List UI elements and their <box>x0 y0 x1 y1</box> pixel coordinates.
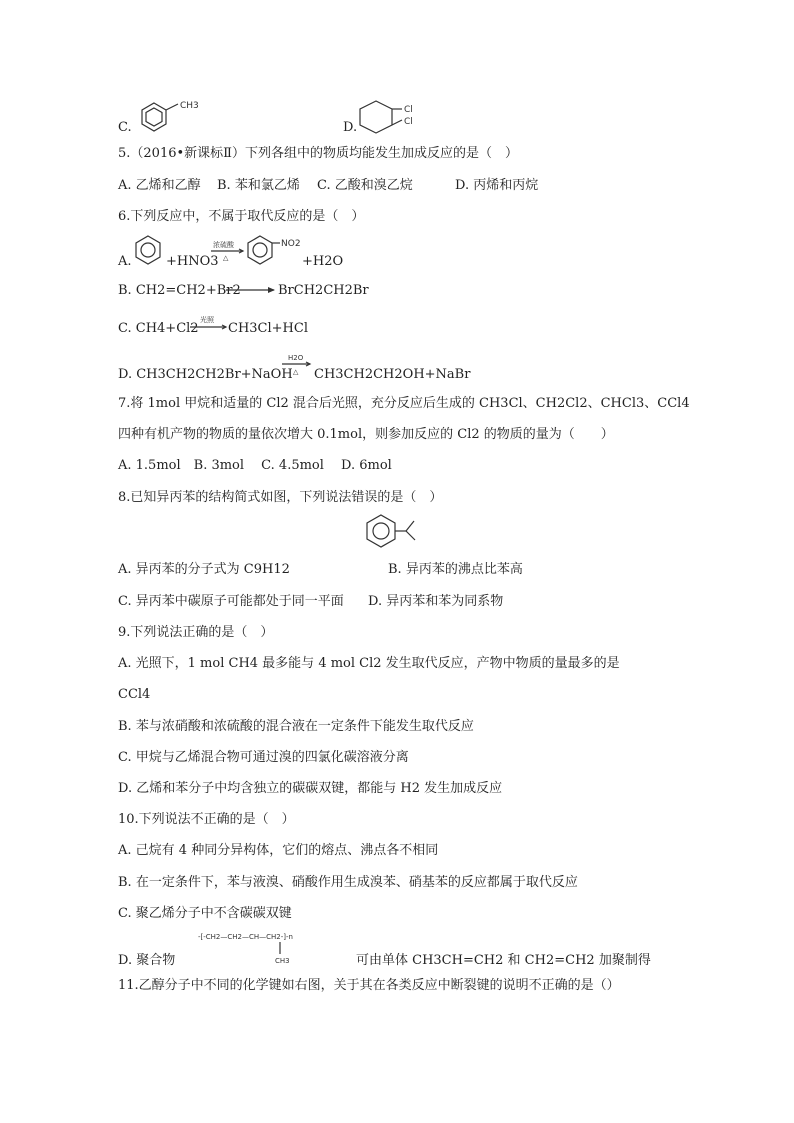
q6-option-a-reagent: +HNO3 <box>166 254 219 269</box>
q6-d-condition-top: H2O <box>288 354 304 362</box>
q10-option-c: C. 聚乙烯分子中不含碳碳双键 <box>118 906 292 921</box>
q8-options-row-1 <box>118 562 523 578</box>
q6-c-arrow <box>190 314 232 334</box>
q5-option-b: B. 苯和氯乙烯 <box>217 178 300 193</box>
q5-option-d: D. 丙烯和丙烷 <box>455 178 539 193</box>
q10-option-d-text: 可由单体 CH3CH=CH2 和 CH2=CH2 加聚制得 <box>356 953 651 968</box>
q6-option-d-right: CH3CH2CH2OH+NaBr <box>314 367 471 382</box>
no2-label: NO2 <box>281 239 301 249</box>
toluene-ch3-label: CH3 <box>180 101 199 111</box>
q6-option-a-product: +H2O <box>302 254 344 269</box>
q9-option-d: D. 乙烯和苯分子中均含独立的碳碳双键，都能与 H2 发生加成反应 <box>118 781 503 796</box>
q9-option-a-line-2: CCl4 <box>118 687 151 702</box>
q7-options: A. 1.5mol B. 3mol C. 4.5mol D. 6mol <box>118 458 392 473</box>
q9-option-c: C. 甲烷与乙烯混合物可通过溴的四氯化碳溶液分离 <box>118 750 409 765</box>
q8-option-b: B. 异丙苯的沸点比苯高 <box>388 562 523 577</box>
q6-stem: 6.下列反应中，不属于取代反应的是（ ） <box>118 209 365 224</box>
dichlorocyclohexane-structure <box>360 100 440 136</box>
polymer-formula: -[-CH2—CH2—CH—CH2-]-n <box>198 933 293 941</box>
q6-option-d-left: D. CH3CH2CH2Br+NaOH <box>118 367 293 382</box>
q6-option-c-left: C. CH4+Cl2 <box>118 321 199 336</box>
polymer-ch3-label: CH3 <box>275 957 290 965</box>
q5-option-a: A. 乙烯和乙醇 <box>118 178 201 193</box>
nitrobenzene-structure <box>248 234 308 268</box>
q10-stem: 10.下列说法不正确的是（ ） <box>118 812 295 827</box>
q7-stem-line-2: 四种有机产物的物质的量依次增大 0.1mol，则参加反应的 Cl2 的物质的量为（ ） <box>118 427 614 442</box>
q10-option-b: B. 在一定条件下，苯与液溴、硝酸作用生成溴苯、硝基苯的反应都属于取代反应 <box>118 875 578 890</box>
polymer-structure <box>198 928 338 968</box>
cl-label-2: Cl <box>404 117 413 127</box>
cl-label-1: Cl <box>404 105 413 115</box>
q7-stem-line-1: 7.将 1mol 甲烷和适量的 Cl2 混合后光照，充分反应后生成的 CH3Cl、CH2Cl2、CHCl3、CCl4 <box>118 396 690 411</box>
q8-option-c: C. 异丙苯中碳原子可能都处于同一平面 <box>118 594 344 609</box>
q8-stem: 8.已知异丙苯的结构简式如图，下列说法错误的是（ ） <box>118 490 443 505</box>
q6-a-arrow <box>211 240 247 262</box>
q5-stem: 5.（2016•新课标Ⅱ）下列各组中的物质均能发生加成反应的是（ ） <box>118 146 518 161</box>
q5-options <box>118 178 538 194</box>
q8-option-a: A. 异丙苯的分子式为 C9H12 <box>118 562 290 577</box>
q6-b-arrow <box>226 284 278 296</box>
q4-option-c-label: C. <box>118 120 132 135</box>
q9-option-b: B. 苯与浓硝酸和浓硫酸的混合液在一定条件下能发生取代反应 <box>118 719 474 734</box>
q6-a-condition-bottom: △ <box>223 254 229 262</box>
q9-stem: 9.下列说法正确的是（ ） <box>118 625 274 640</box>
q6-c-condition: 光照 <box>200 316 214 324</box>
q6-a-condition-top: 浓硫酸 <box>213 241 234 249</box>
q6-d-condition-bottom: △ <box>293 368 299 376</box>
q8-option-d: D. 异丙苯和苯为同系物 <box>368 594 504 609</box>
q10-option-d-label: D. 聚合物 <box>118 953 176 968</box>
q4-option-d-label: D. <box>343 120 358 135</box>
q6-d-arrow <box>282 352 316 376</box>
q9-option-a-line-1: A. 光照下，1 mol CH4 最多能与 4 mol Cl2 发生取代反应，产物中物质的量最多的是 <box>118 656 620 671</box>
q6-option-a-label: A. <box>118 254 132 269</box>
q8-options-row-2 <box>118 594 503 610</box>
q10-option-a: A. 己烷有 4 种同分异构体，它们的熔点、沸点各不相同 <box>118 843 439 858</box>
benzene-structure <box>136 234 164 268</box>
q6-option-b-left: B. CH2=CH2+Br2 <box>118 283 241 298</box>
q6-option-c-right: CH3Cl+HCl <box>228 321 308 336</box>
q11-stem: 11.乙醇分子中不同的化学键如右图，关于其在各类反应中断裂键的说明不正确的是（） <box>118 978 620 993</box>
isopropylbenzene-structure <box>366 512 436 552</box>
toluene-structure <box>142 100 212 136</box>
q5-option-c: C. 乙酸和溴乙烷 <box>317 178 413 193</box>
q6-option-b-right: BrCH2CH2Br <box>278 283 369 298</box>
